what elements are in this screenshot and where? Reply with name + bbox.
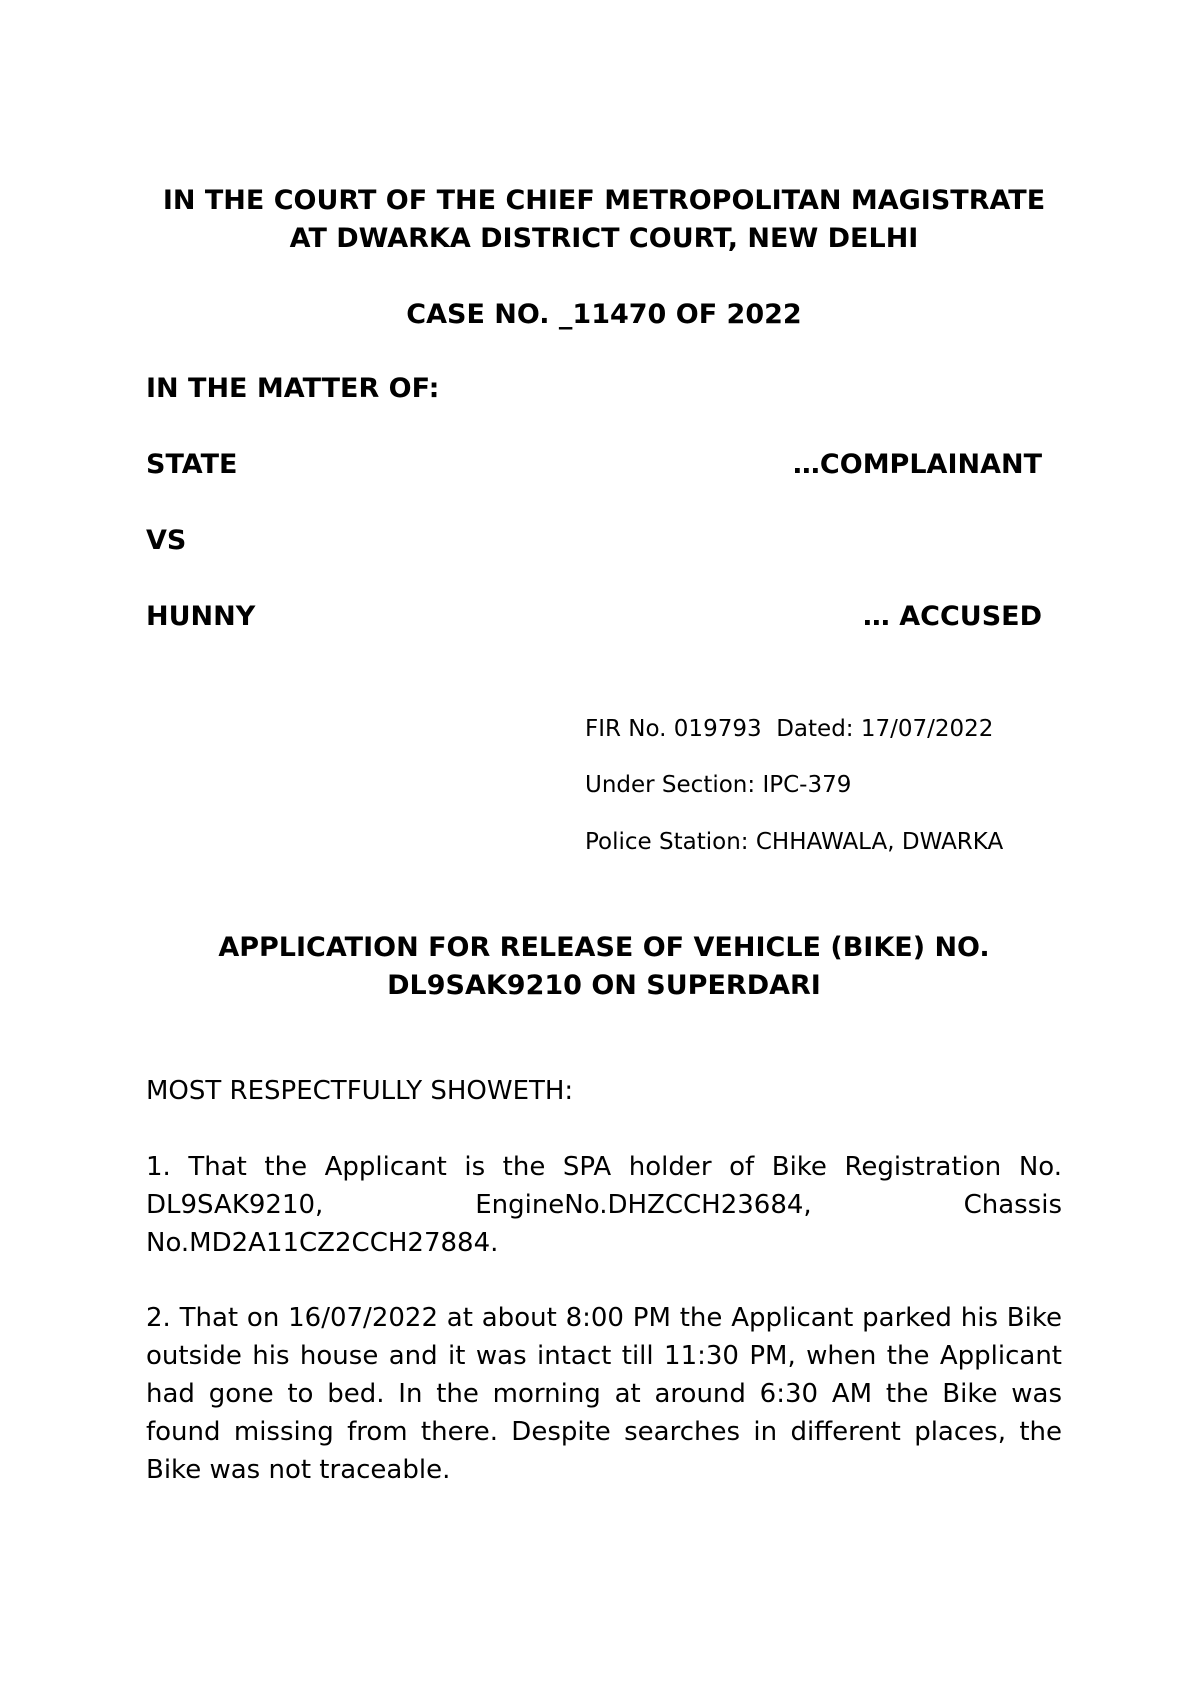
application-title: APPLICATION FOR RELEASE OF VEHICLE (BIKE) NO. DL9SAK9210 ON SUPERDARI — [218, 932, 990, 1001]
police-station-line: Police Station: CHHAWALA, DWARKA — [585, 829, 1004, 855]
complainant-role: …COMPLAINANT — [792, 449, 1042, 480]
accused-name: HUNNY — [146, 601, 256, 632]
paragraph-2: 2. That on 16/07/2022 at about 8:00 PM the Applicant parked his Bike outside his house and it was intact till 11:30 PM, when the Applicant had gone to bed. In the morning at around 6:30 AM the Bike was found missing from there. Despite searches in different places, the Bike was not traceable. — [146, 1303, 1062, 1485]
section-line: Under Section: IPC-379 — [585, 772, 852, 798]
case-number: CASE NO. _11470 OF 2022 — [406, 299, 802, 330]
accused-role: … ACCUSED — [862, 601, 1042, 632]
matter-of-heading: IN THE MATTER OF: — [146, 373, 440, 404]
fir-number-line: FIR No. 019793 Dated: 17/07/2022 — [585, 716, 994, 742]
court-heading: IN THE COURT OF THE CHIEF METROPOLITAN MAGISTRATE AT DWARKA DISTRICT COURT, NEW DELHI — [162, 185, 1046, 254]
versus-label: VS — [146, 525, 187, 556]
complainant-name: STATE — [146, 449, 238, 480]
paragraph-1: 1. That the Applicant is the SPA holder of Bike Registration No. DL9SAK9210, EngineNo.DHZCCH23684, Chassis No.MD2A11CZ2CCH27884. — [146, 1152, 1062, 1258]
showeth-heading: MOST RESPECTFULLY SHOWETH: — [146, 1076, 574, 1106]
